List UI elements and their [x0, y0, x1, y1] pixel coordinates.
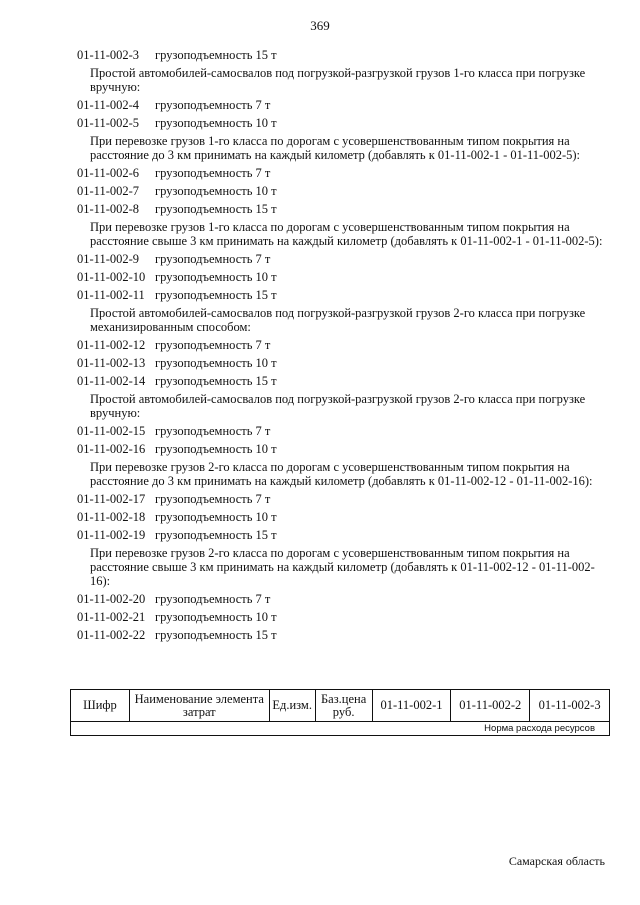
list-item [77, 48, 607, 62]
item-label: грузоподъемность 15 т [155, 374, 277, 388]
item-label: грузоподъемность 7 т [155, 424, 271, 438]
item-code: 01-11-002-21 [77, 610, 146, 624]
list-item [77, 184, 607, 198]
list-item [77, 492, 607, 506]
item-label: грузоподъемность 15 т [155, 202, 277, 216]
list-item [77, 98, 607, 112]
list-item [77, 528, 607, 542]
paragraph: При перевозке грузов 1-го класса по дорогам с усовершенствованным типом покрытия на расстояние до 3 км принимать на каждый километр (добавлять к 01-11-002-1 - 01-11-002-5): [90, 134, 581, 162]
item-code: 01-11-002-3 [77, 48, 140, 62]
item-label: грузоподъемность 10 т [155, 442, 277, 456]
list-item [77, 374, 607, 388]
footer-region: Самарская область [508, 854, 605, 868]
header-unit: Ед.изм. [269, 690, 315, 722]
paragraph: При перевозке грузов 2-го класса по дорогам с усовершенствованным типом покрытия на расстояние до 3 км принимать на каждый километр (добавлять к 01-11-002-12 - 01-11-002-16): [90, 460, 593, 488]
paragraph: При перевозке грузов 1-го класса по дорогам с усовершенствованным типом покрытия на расстояние свыше 3 км принимать на каждый километр (добавлять к 01-11-002-1 - 01-11-002-5): [90, 220, 603, 248]
list-item [77, 592, 607, 606]
item-code: 01-11-002-10 [77, 270, 146, 284]
item-label: грузоподъемность 15 т [155, 288, 277, 302]
paragraph: Простой автомобилей-самосвалов под погрузкой-разгрузкой грузов 2-го класса при погрузке механизированным способом: [90, 306, 586, 334]
item-code: 01-11-002-18 [77, 510, 146, 524]
header-code-3: 01-11-002-3 [530, 690, 610, 722]
header-code-2: 01-11-002-2 [451, 690, 530, 722]
item-code: 01-11-002-13 [77, 356, 146, 370]
list-item [77, 610, 607, 624]
header-cost-element: Наименование элемента затрат [129, 690, 269, 722]
document-body [77, 48, 607, 646]
item-code: 01-11-002-11 [77, 288, 145, 302]
item-code: 01-11-002-20 [77, 592, 146, 606]
item-label: грузоподъемность 10 т [155, 270, 277, 284]
item-label: грузоподъемность 10 т [155, 610, 277, 624]
resource-table [70, 689, 610, 736]
item-label: грузоподъемность 10 т [155, 510, 277, 524]
paragraph: Простой автомобилей-самосвалов под погрузкой-разгрузкой грузов 2-го класса при погрузке вручную: [90, 392, 586, 420]
norm-row [71, 722, 610, 736]
list-item [77, 424, 607, 438]
item-label: грузоподъемность 7 т [155, 338, 271, 352]
item-label: грузоподъемность 10 т [155, 356, 277, 370]
list-item [77, 288, 607, 302]
item-label: грузоподъемность 15 т [155, 48, 277, 62]
item-code: 01-11-002-7 [77, 184, 140, 198]
item-code: 01-11-002-14 [77, 374, 146, 388]
list-item [77, 510, 607, 524]
item-label: грузоподъемность 15 т [155, 628, 277, 642]
item-label: грузоподъемность 7 т [155, 592, 271, 606]
item-label: грузоподъемность 7 т [155, 166, 271, 180]
table-header-row [71, 690, 610, 722]
item-code: 01-11-002-19 [77, 528, 146, 542]
list-item [77, 338, 607, 352]
header-cipher: Шифр [71, 690, 130, 722]
item-label: грузоподъемность 7 т [155, 98, 271, 112]
item-label: грузоподъемность 7 т [155, 252, 271, 266]
item-code: 01-11-002-8 [77, 202, 140, 216]
item-code: 01-11-002-4 [77, 98, 140, 112]
item-code: 01-11-002-15 [77, 424, 146, 438]
paragraph: При перевозке грузов 2-го класса по дорогам с усовершенствованным типом покрытия на расстояние свыше 3 км принимать на каждый километр (добавлять к 01-11-002-12 - 01-11-002-16): [90, 546, 595, 588]
header-base-price: Баз.цена руб. [315, 690, 372, 722]
item-label: грузоподъемность 10 т [155, 116, 277, 130]
header-code-1: 01-11-002-1 [372, 690, 451, 722]
list-item [77, 116, 607, 130]
item-code: 01-11-002-12 [77, 338, 146, 352]
list-item [77, 270, 607, 284]
page-number: 369 [310, 18, 330, 33]
item-code: 01-11-002-9 [77, 252, 140, 266]
list-item [77, 356, 607, 370]
item-code: 01-11-002-16 [77, 442, 146, 456]
list-item [77, 166, 607, 180]
item-label: грузоподъемность 15 т [155, 528, 277, 542]
item-label: грузоподъемность 10 т [155, 184, 277, 198]
list-item [77, 442, 607, 456]
item-code: 01-11-002-17 [77, 492, 146, 506]
item-code: 01-11-002-22 [77, 628, 146, 642]
item-label: грузоподъемность 7 т [155, 492, 271, 506]
list-item [77, 202, 607, 216]
list-item [77, 628, 607, 642]
item-code: 01-11-002-6 [77, 166, 140, 180]
list-item [77, 252, 607, 266]
paragraph: Простой автомобилей-самосвалов под погрузкой-разгрузкой грузов 1-го класса при погрузке вручную: [90, 66, 586, 94]
item-code: 01-11-002-5 [77, 116, 140, 130]
norm-label: Норма расхода ресурсов [71, 722, 610, 736]
